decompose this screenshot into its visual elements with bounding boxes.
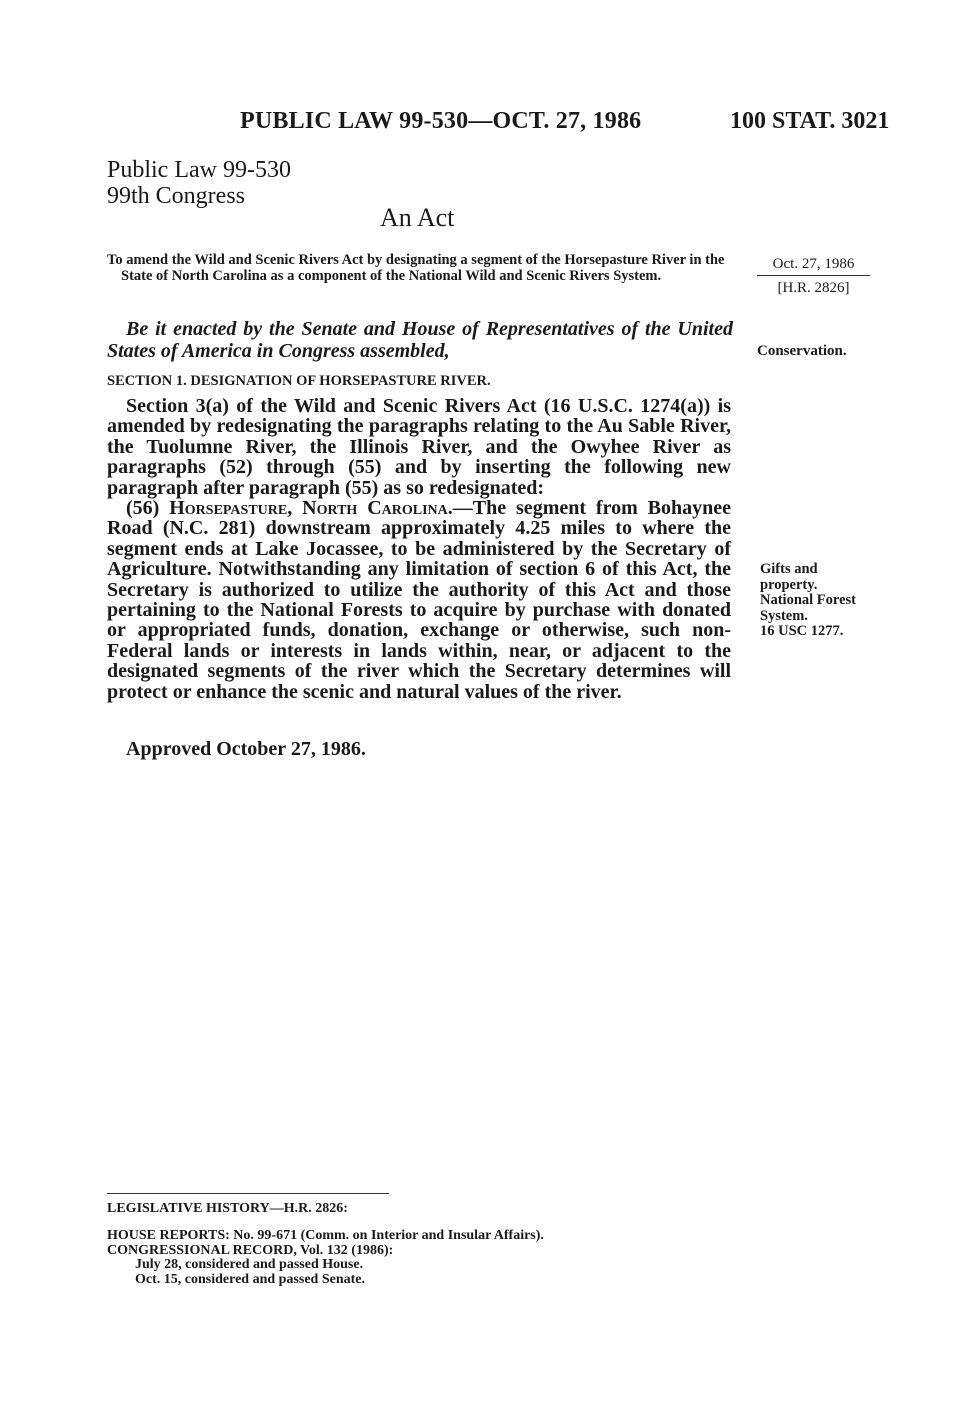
- congressional-record: CONGRESSIONAL RECORD, Vol. 132 (1986):: [107, 1242, 394, 1258]
- senate-action: Oct. 15, considered and passed Senate.: [135, 1271, 365, 1287]
- house-action: July 28, considered and passed House.: [135, 1257, 364, 1272]
- legislative-history-title: LEGISLATIVE HISTORY—H.R. 2826:: [107, 1201, 348, 1216]
- margin-gifts-line: 16 USC 1277.: [760, 623, 844, 639]
- margin-gifts-line: National Forest: [760, 592, 856, 608]
- margin-gifts-line: System.: [760, 607, 808, 624]
- paragraph-text: —The segment from Bohaynee Road (N.C. 281) downstream approximately 4.25 miles to where the segment ends at Lake Jocassee, to be administered by the Secretary of Agriculture. Notwithstanding any limitation of section 6 of this Act, the Secretary is authorized to utilize the authority of this Act and those pertaining to the National Forests to acquire by purchase with donated or appropriated funds, donation, exchange or otherwise, such non-Federal lands or interests in lands within, near, or adjacent to the designated segments of the river which the Secretary determines will protect or enhance the scenic and natural values of the river.: [107, 497, 731, 703]
- law-identifier: [107, 157, 291, 209]
- margin-date: Oct. 27, 1986: [772, 256, 855, 272]
- margin-gifts-line: Gifts and: [760, 561, 818, 577]
- margin-bill-number: [H.R. 2826]: [777, 280, 850, 296]
- act-title: An Act: [380, 203, 455, 232]
- footnote-divider: [107, 1193, 389, 1194]
- public-law-number: Public Law 99-530: [107, 157, 291, 183]
- running-title: PUBLIC LAW 99-530—OCT. 27, 1986: [240, 108, 642, 134]
- river-name: Horsepasture, North Carolina.: [169, 497, 453, 520]
- margin-topic: Conservation.: [757, 343, 847, 359]
- legislative-history: [107, 1229, 544, 1287]
- page-number: 100 STAT. 3021: [730, 108, 890, 134]
- enacting-clause: Be it enacted by the Senate and House of Representatives of the United States of America in Congress assembled,: [107, 318, 733, 362]
- congress-number: 99th Congress: [107, 183, 245, 209]
- section-heading: SECTION 1. DESIGNATION OF HORSEPASTURE RIVER.: [107, 373, 491, 389]
- body-paragraph: Section 3(a) of the Wild and Scenic Rivers Act (16 U.S.C. 1274(a)) is amended by redesignating the paragraphs relating to the Au Sable River, the Tuolumne River, the Illinois River, and the Owyhee River as paragraphs (52) through (55) and by inserting the following new paragraph after paragraph (55) as so redesignated:: [107, 395, 731, 499]
- section-body: [107, 396, 731, 702]
- approval-date: Approved October 27, 1986.: [126, 738, 366, 760]
- purpose-clause: To amend the Wild and Scenic Rivers Act by designating a segment of the Horsepasture River in the State of North Carolina as a component of the National Wild and Scenic Rivers System.: [107, 252, 725, 284]
- margin-gifts-line: property.: [760, 576, 818, 593]
- house-reports: HOUSE REPORTS: No. 99-671 (Comm. on Interior and Insular Affairs).: [107, 1228, 544, 1243]
- paragraph-number: (56): [126, 497, 160, 520]
- new-paragraph-56: [107, 498, 731, 702]
- margin-gifts-note: [760, 562, 900, 640]
- margin-divider: [757, 275, 870, 276]
- margin-date-note: [757, 255, 870, 297]
